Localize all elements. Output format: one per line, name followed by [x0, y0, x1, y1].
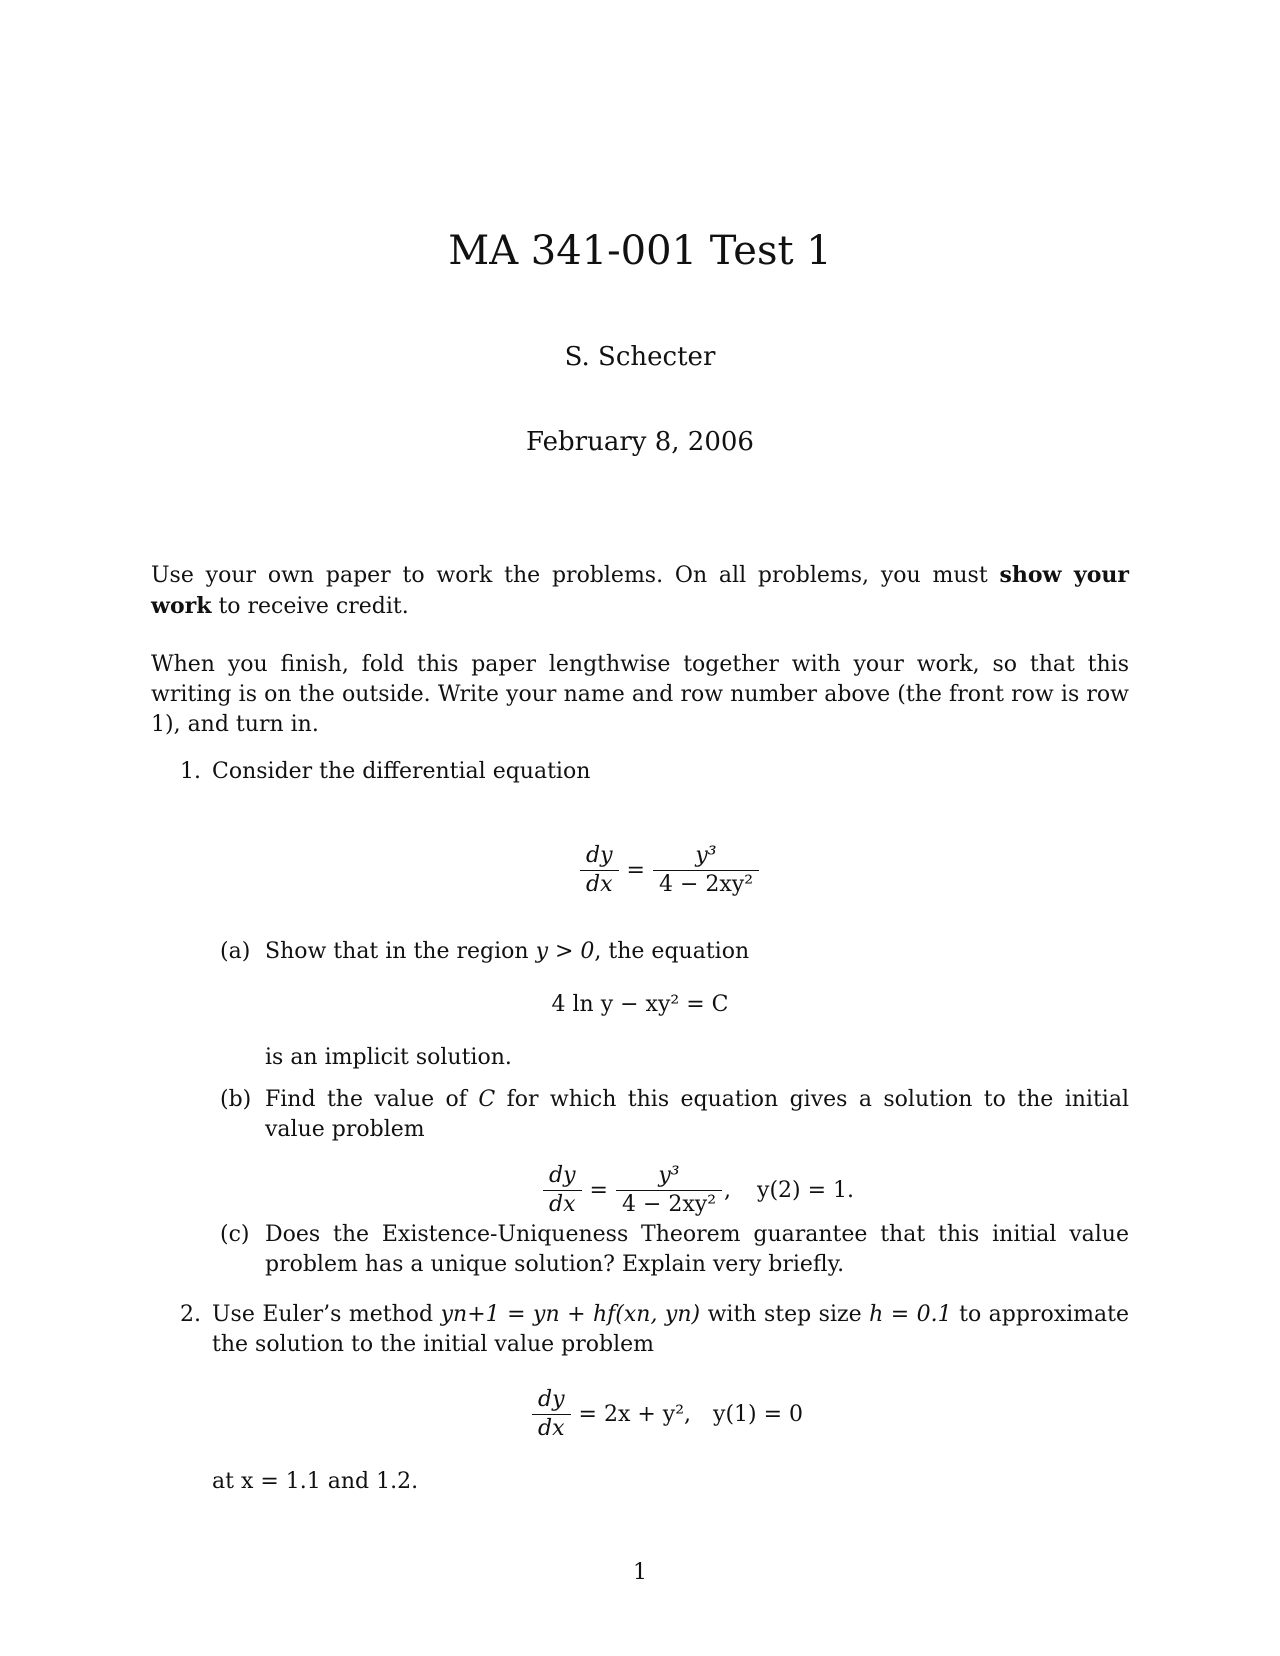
part-c-label: (c) — [220, 1222, 250, 1247]
page-title: MA 341-001 Test 1 — [448, 228, 832, 274]
problem-2-number: 2. — [180, 1302, 201, 1327]
initial-condition: y(2) = 1. — [757, 1178, 855, 1203]
part-a-equation: 4 ln y − xy² = C — [551, 992, 729, 1017]
part-b-text-start: Find the value of — [265, 1087, 479, 1112]
equals-sign: = — [626, 858, 645, 883]
part-b-text — [265, 1085, 1129, 1145]
fraction-numerator: dy — [538, 1387, 565, 1412]
euler-method-formula: yn+1 = yn + hf(xn, yn) — [440, 1302, 701, 1327]
part-b-equation: $\frac{dy}{dx}$ = $\frac{\text{y³}}{\text{4 − 2xy²}}$ , y(2) = 1. — [543, 1162, 854, 1219]
problem-2-text-end: to approximate the solution to the initial value problem — [212, 1302, 1129, 1357]
part-b-variable: C — [478, 1087, 496, 1112]
page-number: 1 — [633, 1560, 647, 1585]
problem-1-equation — [580, 842, 759, 899]
initial-condition: y(1) = 0 — [713, 1402, 804, 1427]
problem-2-final: at x = 1.1 and 1.2. — [212, 1469, 419, 1494]
rhs-fraction — [616, 1162, 722, 1219]
instructions-paragraph-2: When you finish, fold this paper lengthwise together with your work, so that this writing is on the outside. Write your name and row number above (the front row is row 1), and turn in. — [151, 652, 1129, 737]
equation-rhs: = 2x + y², — [578, 1402, 692, 1427]
problem-2-text-mid: with step size — [700, 1302, 870, 1327]
author: S. Schecter — [564, 342, 716, 372]
part-a-text-start: Show that in the region — [265, 939, 536, 964]
step-size: h = 0.1 — [869, 1302, 952, 1327]
derivative-fraction — [543, 1162, 582, 1219]
part-a-text — [265, 937, 749, 967]
problem-2-equation — [532, 1386, 803, 1443]
fraction-numerator: y³ — [695, 843, 717, 868]
fraction-denominator: 4 − 2xy² — [616, 1190, 722, 1219]
fraction-numerator: dy — [586, 843, 613, 868]
part-b-text-end: for which this equation gives a solution to the initial value problem — [265, 1087, 1129, 1142]
fraction-numerator: y³ — [658, 1163, 680, 1188]
instructions-text-end: to receive credit. — [211, 594, 409, 619]
derivative-fraction — [580, 842, 619, 899]
instructions-bold: show your work — [151, 562, 1129, 619]
fraction-numerator: dy — [549, 1163, 576, 1188]
problem-1-number: 1. — [180, 759, 201, 784]
problem-2-text — [212, 1300, 1129, 1360]
fraction-denominator: 4 − 2xy² — [653, 870, 759, 899]
part-a-label: (a) — [220, 939, 251, 964]
problem-1-intro: Consider the differential equation — [212, 759, 591, 784]
instructions-paragraph-1 — [151, 560, 1129, 622]
part-a-condition: y > 0 — [535, 939, 595, 964]
part-a-text-end: , the equation — [594, 939, 750, 964]
fraction-denominator: dx — [543, 1190, 582, 1219]
part-a-follow: is an implicit solution. — [265, 1045, 512, 1070]
problem-2-text-start: Use Euler’s method — [212, 1302, 441, 1327]
part-b-label: (b) — [220, 1087, 252, 1112]
date: February 8, 2006 — [526, 427, 754, 457]
fraction-denominator: dx — [532, 1414, 571, 1443]
part-c-text: Does the Existence-Uniqueness Theorem guarantee that this initial value problem has a unique solution? Explain very briefly. — [265, 1222, 1129, 1277]
fraction-denominator: dx — [580, 870, 619, 899]
rhs-fraction — [653, 842, 759, 899]
instructions-text: Use your own paper to work the problems. On all problems, you must — [151, 563, 1000, 588]
equals-sign: = — [589, 1178, 608, 1203]
derivative-fraction — [532, 1386, 571, 1443]
